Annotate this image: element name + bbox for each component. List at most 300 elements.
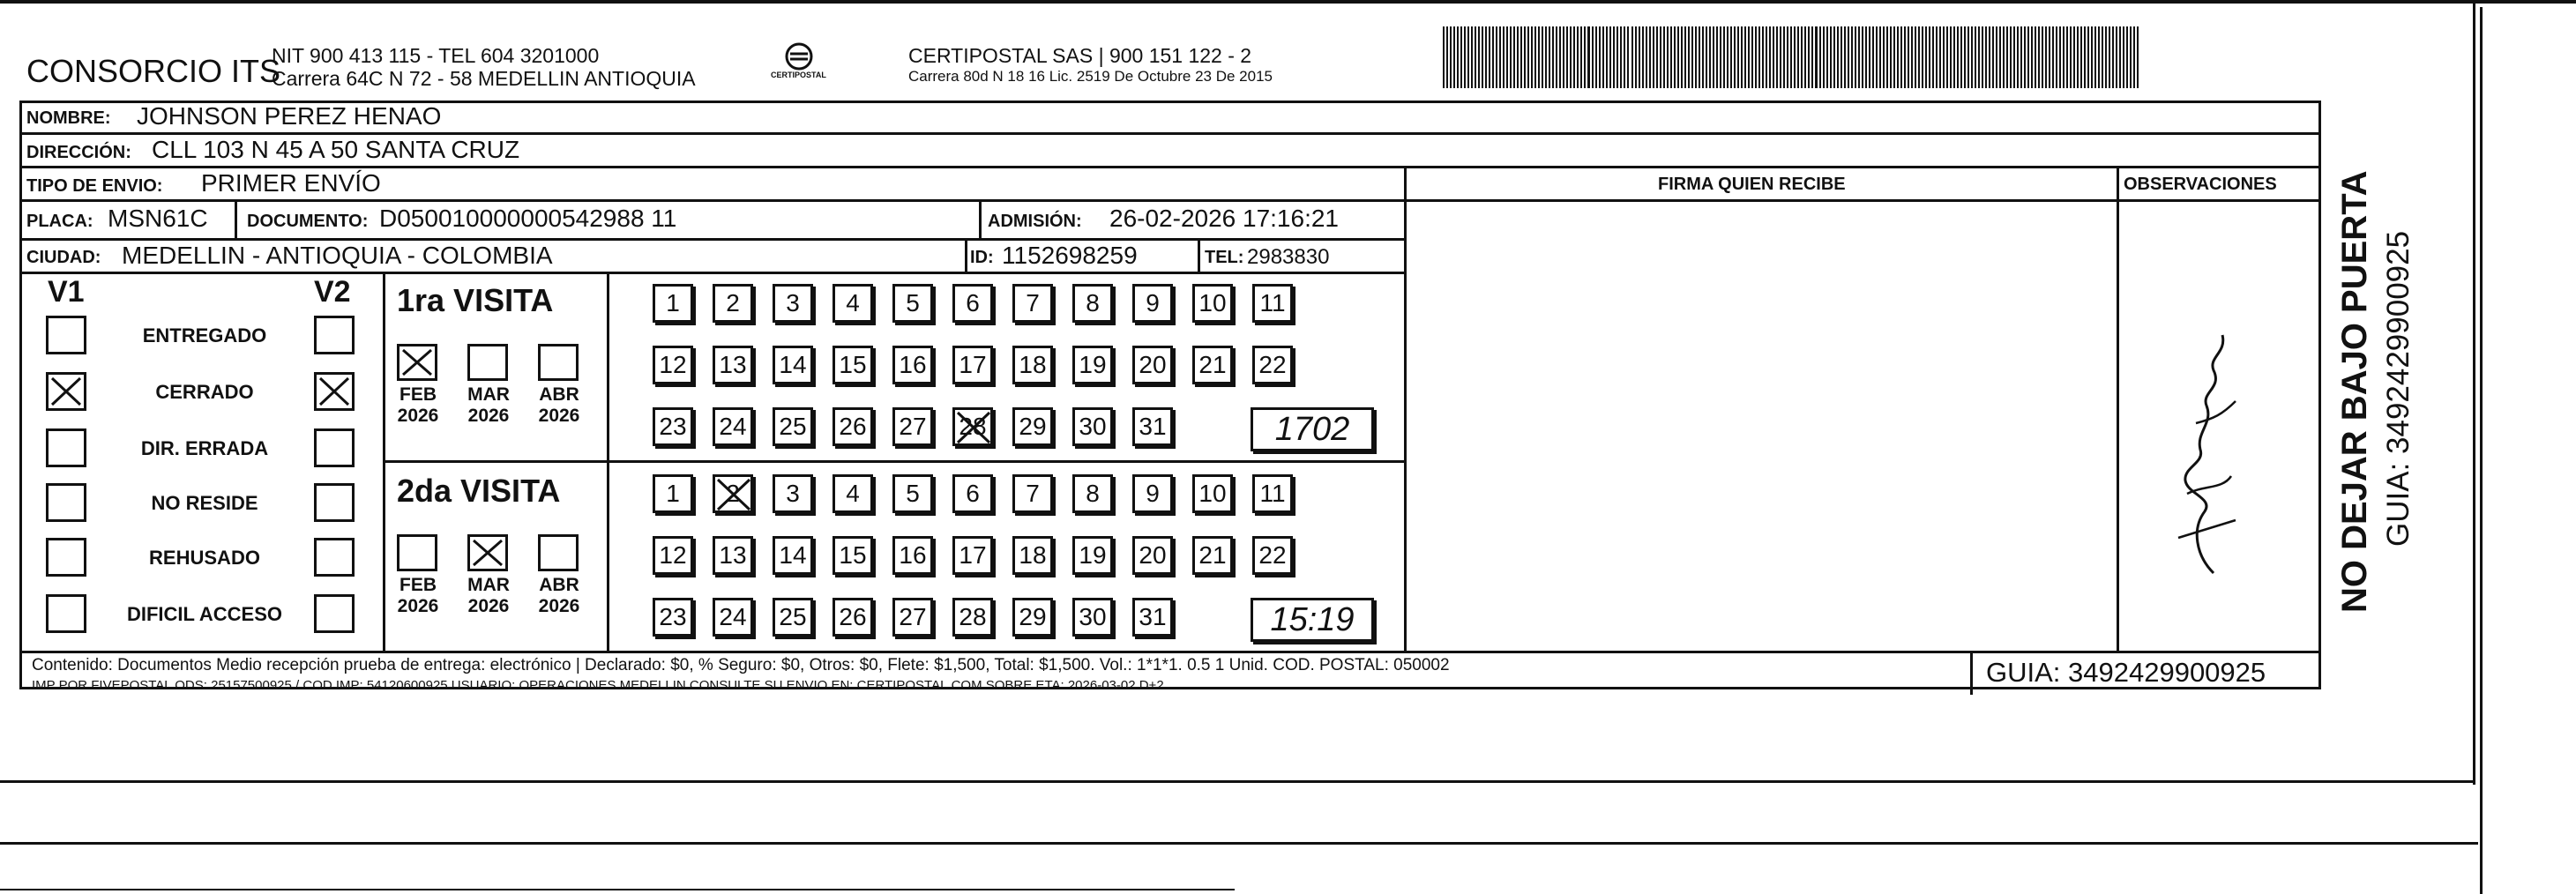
barcode-bar	[2038, 26, 2040, 88]
barcode-bar	[1936, 26, 1938, 88]
barcode-bar	[1982, 26, 1983, 88]
top-border	[0, 0, 2576, 4]
barcode-bar	[1734, 26, 1736, 88]
barcode-bar	[2109, 26, 2110, 88]
day-box[interactable]: 19	[1072, 536, 1113, 575]
day-box[interactable]: 17	[952, 536, 993, 575]
barcode-bar	[1848, 26, 1849, 88]
barcode-bar	[1617, 26, 1618, 88]
page-rule-1	[0, 842, 2478, 845]
day-box[interactable]: 8	[1072, 474, 1113, 513]
barcode-bar	[1819, 26, 1821, 88]
col-line-obs	[2117, 166, 2119, 653]
nombre-value: JOHNSON PEREZ HENAO	[137, 102, 442, 130]
barcode-bar	[1482, 26, 1483, 88]
day-box[interactable]: 18	[1012, 536, 1053, 575]
day-box[interactable]: 13	[713, 536, 753, 575]
barcode-bar	[1837, 26, 1839, 88]
status-label: NO RESIDE	[151, 492, 258, 514]
barcode-bar	[1492, 26, 1494, 88]
barcode-bar	[2056, 26, 2057, 88]
nit-line: NIT 900 413 115 - TEL 604 3201000	[272, 44, 600, 67]
barcode-bar	[1670, 26, 1672, 88]
barcode-bar	[1688, 26, 1690, 88]
barcode-bar	[2126, 26, 2128, 88]
barcode-bar	[1897, 26, 1899, 88]
barcode-bar	[1911, 26, 1913, 88]
barcode-bar	[1879, 26, 1881, 88]
barcode-bar	[2003, 26, 2005, 88]
barcode-bar	[1667, 26, 1669, 88]
day-box[interactable]: 15	[833, 346, 873, 384]
barcode-bar	[1538, 26, 1540, 88]
barcode-bar	[1552, 26, 1554, 88]
footer-guia: GUIA: 3492429900925	[1986, 657, 2266, 688]
barcode-bar	[1833, 26, 1835, 88]
barcode-bar	[1751, 26, 1753, 88]
barcode-bar	[1939, 26, 1941, 88]
barcode-bar	[1624, 26, 1625, 88]
barcode-bar	[1691, 26, 1693, 88]
v2-checkbox[interactable]	[314, 483, 355, 522]
barcode-bar	[1566, 26, 1568, 88]
barcode-bar	[1475, 26, 1476, 88]
barcode-bar	[2130, 26, 2132, 88]
firma-header-line	[1404, 199, 2321, 202]
v2-checkbox[interactable]	[314, 428, 355, 467]
day-box[interactable]: 16	[892, 346, 933, 384]
month-checkbox[interactable]	[467, 344, 508, 381]
barcode-bar	[1971, 26, 1973, 88]
month-checkbox[interactable]	[538, 344, 579, 381]
barcode-bar	[1741, 26, 1743, 88]
barcode-bar	[1531, 26, 1533, 88]
barcode-bar	[1925, 26, 1927, 88]
month-checkbox[interactable]	[467, 534, 508, 571]
row-line-3	[19, 199, 1404, 202]
firma-label: FIRMA QUIEN RECIBE	[1658, 175, 1846, 194]
barcode-bar	[1542, 26, 1543, 88]
company-name: CONSORCIO ITS	[26, 53, 281, 89]
barcode-bar	[1478, 26, 1480, 88]
barcode-bar	[1996, 26, 1997, 88]
barcode-bar	[1545, 26, 1547, 88]
logo-text: CERTIPOSTAL	[771, 71, 826, 79]
barcode-bar	[2020, 26, 2022, 88]
day-box[interactable]: 3	[773, 474, 813, 513]
barcode-bar	[2091, 26, 2093, 88]
day-box[interactable]: 24	[713, 407, 753, 446]
barcode-bar	[1922, 26, 1923, 88]
barcode-bar	[1613, 26, 1615, 88]
bottom-border	[0, 780, 2475, 783]
barcode-bar	[1801, 26, 1803, 88]
day-box[interactable]: 28	[952, 598, 993, 637]
direccion-label: DIRECCIÓN:	[26, 143, 131, 162]
barcode-bar	[1709, 26, 1711, 88]
status-label: DIFICIL ACCESO	[126, 603, 282, 625]
tipo-value: PRIMER ENVÍO	[201, 169, 381, 197]
admision-value: 26-02-2026 17:16:21	[1109, 205, 1339, 232]
day-box[interactable]: 26	[833, 598, 873, 637]
day-box[interactable]: 20	[1132, 536, 1173, 575]
barcode-bar	[1858, 26, 1860, 88]
barcode-bar	[2119, 26, 2121, 88]
col-line-days	[607, 272, 609, 653]
barcode-bar	[2105, 26, 2107, 88]
barcode-bar	[1815, 26, 1818, 88]
barcode-bar	[1841, 26, 1842, 88]
barcode-bar	[1606, 26, 1608, 88]
barcode-bar	[1506, 26, 1508, 88]
barcode-bar	[1681, 26, 1683, 88]
barcode-bar	[1527, 26, 1529, 88]
barcode-bar	[1727, 26, 1729, 88]
barcode-bar	[1862, 26, 1863, 88]
barcode-bar	[1950, 26, 1952, 88]
day-box[interactable]: 29	[1012, 598, 1053, 637]
barcode-bar	[1787, 26, 1788, 88]
barcode-bar	[1503, 26, 1505, 88]
day-box[interactable]: 21	[1192, 346, 1233, 384]
barcode-bar	[1900, 26, 1902, 88]
barcode-bar	[1985, 26, 1987, 88]
day-box[interactable]: 16	[892, 536, 933, 575]
day-box[interactable]: 14	[773, 536, 813, 575]
day-box[interactable]: 21	[1192, 536, 1233, 575]
id-value: 1152698259	[1002, 242, 1138, 269]
barcode-bar	[2098, 26, 2100, 88]
barcode-bar	[1744, 26, 1746, 88]
barcode-bar	[1549, 26, 1550, 88]
barcode-bar	[1794, 26, 1796, 88]
time-box[interactable]: 15:19	[1251, 598, 1374, 642]
day-box[interactable]: 24	[713, 598, 753, 637]
barcode-bar	[2042, 26, 2043, 88]
col-line-firma	[1404, 166, 1407, 653]
barcode-bar	[1865, 26, 1867, 88]
day-box[interactable]: 27	[892, 407, 933, 446]
day-box[interactable]: 27	[892, 598, 933, 637]
barcode-bar	[1748, 26, 1750, 88]
day-box[interactable]: 6	[952, 474, 993, 513]
side-guia: GUIA: 3492429900925	[2381, 230, 2415, 547]
barcode-bar	[1904, 26, 1906, 88]
barcode-bar	[2010, 26, 2012, 88]
barcode-bar	[1893, 26, 1895, 88]
barcode-bar	[1932, 26, 1934, 88]
barcode-bar	[1699, 26, 1700, 88]
v2-checkbox[interactable]	[314, 594, 355, 633]
barcode-bar	[2094, 26, 2096, 88]
signature	[2152, 317, 2266, 582]
day-box[interactable]: 10	[1192, 284, 1233, 323]
barcode-bar	[1776, 26, 1778, 88]
barcode-bar	[1755, 26, 1757, 88]
day-box[interactable]: 22	[1252, 536, 1293, 575]
barcode-bar	[1957, 26, 1959, 88]
day-box[interactable]: 4	[833, 284, 873, 323]
barcode-bar	[1797, 26, 1799, 88]
barcode-bar	[1766, 26, 1767, 88]
barcode-bar	[1702, 26, 1704, 88]
barcode-bar	[1620, 26, 1622, 88]
barcode-bar	[1649, 26, 1651, 88]
barcode-bar	[2027, 26, 2029, 88]
barcode-bar	[1999, 26, 2001, 88]
v1-checkbox[interactable]	[46, 594, 86, 633]
barcode-bar	[1869, 26, 1870, 88]
barcode-bar	[2049, 26, 2050, 88]
barcode-bar	[1485, 26, 1487, 88]
day-box[interactable]: 5	[892, 284, 933, 323]
side-warning: NO DEJAR BAJO PUERTA	[2335, 170, 2374, 613]
barcode-bar	[1453, 26, 1455, 88]
id-label: ID:	[970, 248, 994, 267]
barcode-bar	[2006, 26, 2008, 88]
barcode-bar	[2137, 26, 2139, 88]
month-label: ABR	[539, 384, 579, 405]
day-box[interactable]: 1	[653, 284, 693, 323]
barcode-bar	[1723, 26, 1725, 88]
barcode-bar	[1762, 26, 1764, 88]
day-box[interactable]: 5	[892, 474, 933, 513]
day-box[interactable]: 26	[833, 407, 873, 446]
barcode-bar	[1960, 26, 1962, 88]
barcode	[1441, 26, 2147, 88]
barcode-bar	[1826, 26, 1828, 88]
day-box[interactable]: 19	[1072, 346, 1113, 384]
barcode-bar	[1599, 26, 1601, 88]
row-line-5	[19, 272, 1404, 274]
barcode-bar	[1713, 26, 1714, 88]
barcode-bar	[1467, 26, 1469, 88]
day-box[interactable]: 23	[653, 598, 693, 637]
barcode-bar	[1992, 26, 1994, 88]
far-right-line	[2480, 7, 2483, 894]
v2-checkbox[interactable]	[314, 372, 355, 411]
barcode-bar	[1517, 26, 1519, 88]
col-line-status	[383, 272, 385, 653]
page-rule-2	[0, 889, 1235, 890]
day-box[interactable]: 9	[1132, 474, 1173, 513]
barcode-bar	[1929, 26, 1930, 88]
day-box[interactable]: 31	[1132, 407, 1173, 446]
barcode-bar	[1890, 26, 1892, 88]
barcode-bar	[1978, 26, 1980, 88]
barcode-bar	[1443, 26, 1445, 88]
admision-label: ADMISIÓN:	[988, 212, 1082, 231]
barcode-bar	[1915, 26, 1916, 88]
day-box[interactable]: 2	[713, 284, 753, 323]
barcode-bar	[1989, 26, 1990, 88]
barcode-bar	[1570, 26, 1572, 88]
barcode-bar	[1677, 26, 1679, 88]
day-box[interactable]: 14	[773, 346, 813, 384]
month-label: FEB	[399, 575, 437, 595]
v2-checkbox[interactable]	[314, 316, 355, 354]
year-label: 2026	[467, 406, 510, 426]
month-checkbox[interactable]	[397, 344, 437, 381]
address-line: Carrera 64C N 72 - 58 MEDELLIN ANTIOQUIA	[272, 67, 696, 90]
month-checkbox[interactable]	[397, 534, 437, 571]
barcode-bar	[1808, 26, 1810, 88]
barcode-bar	[2112, 26, 2114, 88]
day-box[interactable]: 20	[1132, 346, 1173, 384]
barcode-bar	[1513, 26, 1515, 88]
day-box[interactable]: 28	[952, 407, 993, 446]
barcode-bar	[2045, 26, 2047, 88]
barcode-bar	[1646, 26, 1647, 88]
v1-checkbox[interactable]	[46, 538, 86, 577]
barcode-bar	[1496, 26, 1497, 88]
day-box[interactable]: 13	[713, 346, 753, 384]
row-line-1	[19, 132, 2321, 135]
barcode-bar	[1790, 26, 1792, 88]
barcode-bar	[1855, 26, 1856, 88]
barcode-bar	[2087, 26, 2089, 88]
day-box[interactable]: 25	[773, 598, 813, 637]
day-box[interactable]: 2	[713, 474, 753, 513]
day-box[interactable]: 7	[1012, 284, 1053, 323]
day-box[interactable]: 30	[1072, 598, 1113, 637]
barcode-bar	[2123, 26, 2124, 88]
barcode-bar	[2035, 26, 2036, 88]
certipostal-line2: Carrera 80d N 18 16 Lic. 2519 De Octubre 23 De 2015	[908, 68, 1273, 85]
day-box[interactable]: 15	[833, 536, 873, 575]
year-label: 2026	[538, 596, 580, 616]
day-box[interactable]: 18	[1012, 346, 1053, 384]
day-box[interactable]: 1	[653, 474, 693, 513]
barcode-bar	[1642, 26, 1644, 88]
day-box[interactable]: 7	[1012, 474, 1053, 513]
barcode-bar	[1563, 26, 1564, 88]
barcode-bar	[2070, 26, 2072, 88]
barcode-bar	[1464, 26, 1466, 88]
barcode-bar	[1499, 26, 1501, 88]
day-box[interactable]: 12	[653, 346, 693, 384]
documento-value: D050010000000542988 11	[379, 205, 677, 232]
day-box[interactable]: 29	[1012, 407, 1053, 446]
footer-line1: Contenido: Documentos Medio recepción prueba de entrega: electrónico | Declarado: $0, % Seguro: $0, Otros: $0, Flete: $1,500, Total: $1,500. Vol.: 1*1*1. 0.5 1 Unid. COD. POSTAL: 050002	[32, 656, 1450, 674]
day-box[interactable]: 11	[1252, 284, 1293, 323]
barcode-bar	[2013, 26, 2015, 88]
barcode-bar	[1510, 26, 1512, 88]
barcode-bar	[2077, 26, 2079, 88]
day-box[interactable]: 4	[833, 474, 873, 513]
barcode-bar	[1830, 26, 1832, 88]
barcode-bar	[1656, 26, 1658, 88]
row-line-2	[19, 166, 2321, 168]
barcode-bar	[1804, 26, 1806, 88]
barcode-bar	[1823, 26, 1825, 88]
day-box[interactable]: 25	[773, 407, 813, 446]
time-box[interactable]: 1702	[1251, 407, 1374, 451]
barcode-bar	[1953, 26, 1955, 88]
status-label: REHUSADO	[149, 547, 260, 569]
barcode-bar	[1773, 26, 1774, 88]
barcode-bar	[1639, 26, 1640, 88]
col-line-id	[965, 238, 967, 272]
day-box[interactable]: 11	[1252, 474, 1293, 513]
barcode-bar	[1783, 26, 1785, 88]
barcode-bar	[1975, 26, 1976, 88]
day-box[interactable]: 31	[1132, 598, 1173, 637]
barcode-bar	[1737, 26, 1739, 88]
year-label: 2026	[397, 406, 439, 426]
day-box[interactable]: 8	[1072, 284, 1113, 323]
barcode-bar	[1872, 26, 1874, 88]
day-box[interactable]: 17	[952, 346, 993, 384]
barcode-bar	[2059, 26, 2061, 88]
barcode-bar	[1520, 26, 1522, 88]
barcode-bar	[1943, 26, 1945, 88]
barcode-bar	[1851, 26, 1853, 88]
barcode-bar	[1587, 26, 1590, 88]
barcode-bar	[1457, 26, 1459, 88]
ciudad-label: CIUDAD:	[26, 248, 101, 267]
day-box[interactable]: 23	[653, 407, 693, 446]
barcode-bar	[1918, 26, 1920, 88]
col-line-admision	[979, 199, 982, 238]
barcode-bar	[1946, 26, 1948, 88]
barcode-bar	[1730, 26, 1732, 88]
barcode-bar	[1534, 26, 1536, 88]
barcode-bar	[1876, 26, 1878, 88]
barcode-bar	[2063, 26, 2065, 88]
barcode-bar	[2031, 26, 2033, 88]
barcode-bar	[1577, 26, 1579, 88]
barcode-bar	[2024, 26, 2026, 88]
barcode-bar	[2084, 26, 2086, 88]
v1-checkbox[interactable]	[46, 483, 86, 522]
day-box[interactable]: 3	[773, 284, 813, 323]
barcode-bar	[2080, 26, 2082, 88]
certipostal-line1: CERTIPOSTAL SAS | 900 151 122 - 2	[908, 44, 1252, 67]
barcode-bar	[1559, 26, 1561, 88]
barcode-bar	[1716, 26, 1718, 88]
barcode-bar	[1631, 26, 1633, 88]
day-box[interactable]: 22	[1252, 346, 1293, 384]
day-box[interactable]: 6	[952, 284, 993, 323]
barcode-bar	[1780, 26, 1781, 88]
v1-checkbox[interactable]	[46, 316, 86, 354]
barcode-bar	[1653, 26, 1654, 88]
placa-value: MSN61C	[108, 205, 208, 232]
month-label: MAR	[467, 384, 510, 405]
barcode-bar	[1964, 26, 1966, 88]
day-box[interactable]: 12	[653, 536, 693, 575]
month-checkbox[interactable]	[538, 534, 579, 571]
day-box[interactable]: 9	[1132, 284, 1173, 323]
v1-checkbox[interactable]	[46, 372, 86, 411]
col-line-guia	[1970, 651, 1973, 695]
barcode-bar	[1573, 26, 1575, 88]
barcode-bar	[1627, 26, 1629, 88]
barcode-bar	[1592, 26, 1594, 88]
barcode-bar	[1584, 26, 1586, 88]
v2-checkbox[interactable]	[314, 538, 355, 577]
year-label: 2026	[467, 596, 510, 616]
month-label: MAR	[467, 575, 510, 595]
day-box[interactable]: 30	[1072, 407, 1113, 446]
day-box[interactable]: 10	[1192, 474, 1233, 513]
col-line-tel	[1198, 238, 1200, 272]
barcode-bar	[1695, 26, 1697, 88]
row-line-4	[19, 238, 1404, 241]
v1-checkbox[interactable]	[46, 428, 86, 467]
barcode-bar	[2052, 26, 2054, 88]
